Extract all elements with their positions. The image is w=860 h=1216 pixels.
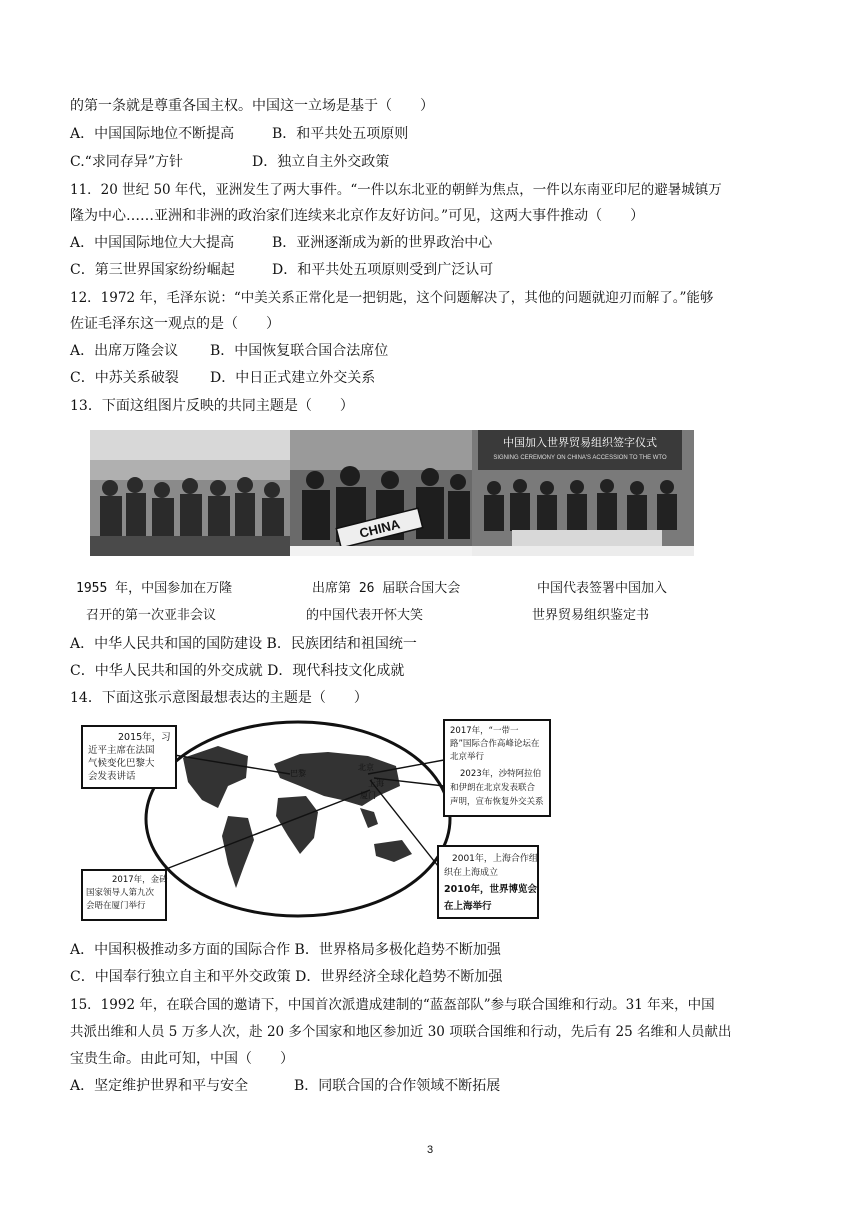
q13-options-ab: A．中华人民共和国的国防建设 B．民族团结和祖国统一 bbox=[70, 636, 417, 652]
q12-option-a: A．出席万隆会议 bbox=[70, 343, 179, 359]
q13-stem: 13．下面这组图片反映的共同主题是（ ） bbox=[70, 398, 354, 414]
wto-banner-text: 中国加入世界贸易组织签字仪式 bbox=[503, 436, 657, 449]
callout-beijing-2017-2023 bbox=[444, 720, 550, 816]
q15-stem-line2: 共派出维和人员 5 万多人次，赴 20 多个国家和地区参加近 30 项联合国维和行动，先后有 25 名维和人员献出 bbox=[70, 1024, 732, 1040]
q10-stem: 的第一条就是尊重各国主权。中国这一立场是基于（ ） bbox=[70, 98, 434, 114]
bandung-conference-photo bbox=[90, 430, 290, 556]
wto-signing-photo bbox=[472, 430, 694, 556]
callout-shanghai-2001-2010 bbox=[438, 846, 541, 918]
city-label-paris: 巴黎 bbox=[290, 769, 306, 778]
q14-options-ab: A．中国积极推动多方面的国际合作 B．世界格局多极化趋势不断加强 bbox=[70, 942, 501, 958]
q10-option-c: C.“求同存异”方针 bbox=[70, 154, 183, 170]
q12-stem-line1: 12．1972 年，毛泽东说：“中美关系正常化是一把钥匙，这个问题解决了，其他的问题就迎刃而解了。”能够 bbox=[70, 290, 714, 306]
callout-xiamen-2017 bbox=[82, 870, 170, 920]
q12-stem-line2: 佐证毛泽东这一观点的是（ ） bbox=[70, 316, 280, 332]
un-assembly-photo bbox=[290, 430, 472, 556]
photo3-caption-line2: 世界贸易组织鉴定书 bbox=[532, 608, 650, 623]
city-label-shanghai: 上海 bbox=[368, 779, 384, 788]
q15-option-b: B．同联合国的合作领域不断拓展 bbox=[294, 1078, 501, 1094]
q11-option-c: C．第三世界国家纷纷崛起 bbox=[70, 262, 235, 278]
svg-text:2015年，习 近平主席在法国: 2015年，习 近平主席在法国 气候变化巴黎大 会发表讲话 bbox=[88, 732, 171, 782]
city-label-xiamen: 厦门 bbox=[360, 791, 376, 800]
page-number: 3 bbox=[426, 1144, 434, 1156]
photo2-caption-line1: 出席第 26 届联合国大会 bbox=[312, 581, 461, 596]
china-placard-text: CHINA bbox=[357, 516, 402, 541]
q10-option-d: D．独立自主外交政策 bbox=[252, 154, 390, 170]
q11-stem-line2: 隆为中心……亚洲和非洲的政治家们连续来北京作友好访问。”可见，这两大事件推动（ ） bbox=[70, 208, 645, 224]
q12-option-d: D．中日正式建立外交关系 bbox=[210, 370, 376, 386]
svg-text:2017年，金砖 国家领导人第九次: 2017年，金砖 国家领导人第九次 会晤在厦门举行 bbox=[86, 875, 168, 911]
q12-option-c: C．中苏关系破裂 bbox=[70, 370, 179, 386]
photo1-caption-line2: 召开的第一次亚非会议 bbox=[86, 608, 217, 623]
q11-stem-line1: 11．20 世纪 50 年代，亚洲发生了两大事件。“一件以东北亚的朝鲜为焦点，一件以东南亚印尼的避暑城镇万 bbox=[70, 182, 722, 198]
q15-option-a: A．坚定维护世界和平与安全 bbox=[70, 1078, 249, 1094]
q11-option-d: D．和平共处五项原则受到广泛认可 bbox=[272, 262, 494, 278]
q11-option-a: A．中国国际地位大大提高 bbox=[70, 235, 235, 251]
q14-options-cd: C．中国奉行独立自主和平外交政策 D．世界经济全球化趋势不断加强 bbox=[70, 969, 503, 985]
q13-photo-strip bbox=[90, 430, 694, 556]
q15-stem-line3: 宝贵生命。由此可知，中国（ ） bbox=[70, 1051, 294, 1067]
wto-banner-subtext: SIGNING CEREMONY ON CHINA'S ACCESSION TO THE WTO bbox=[493, 455, 667, 461]
q11-option-b: B．亚洲逐渐成为新的世界政治中心 bbox=[272, 235, 493, 251]
q10-option-b: B．和平共处五项原则 bbox=[272, 126, 409, 142]
callout-paris-2015 bbox=[82, 726, 176, 788]
photo2-caption-line2: 的中国代表开怀大笑 bbox=[306, 608, 424, 623]
q12-option-b: B．中国恢复联合国合法席位 bbox=[210, 343, 389, 359]
svg-text:2017年，“一带一 路”国际合作高峰论: 2017年，“一带一 路”国际合作高峰论坛在 北京举行 2023年，沙特阿拉伯 和伊朗在北京发表联合 声明，宣布恢复外交关系 bbox=[450, 726, 544, 807]
svg-text:2001年，上海合作组 织在上海成立: 2001年，上海合作组 织在上海成立 2010年，世界博览会 在上海举行 bbox=[444, 854, 538, 912]
q14-stem: 14．下面这张示意图最想表达的主题是（ ） bbox=[70, 690, 368, 706]
world-map-diagram bbox=[78, 716, 558, 922]
q10-option-a: A．中国国际地位不断提高 bbox=[70, 126, 235, 142]
q13-options-cd: C．中华人民共和国的外交成就 D．现代科技文化成就 bbox=[70, 663, 405, 679]
photo3-caption-line1: 中国代表签署中国加入 bbox=[537, 581, 668, 596]
q15-stem-line1: 15．1992 年，在联合国的邀请下，中国首次派遣成建制的“蓝盔部队”参与联合国维和行动。31 年来，中国 bbox=[70, 997, 715, 1013]
photo1-caption-line1: 1955 年，中国参加在万隆 bbox=[76, 581, 233, 596]
city-label-beijing: 北京 bbox=[358, 763, 374, 772]
